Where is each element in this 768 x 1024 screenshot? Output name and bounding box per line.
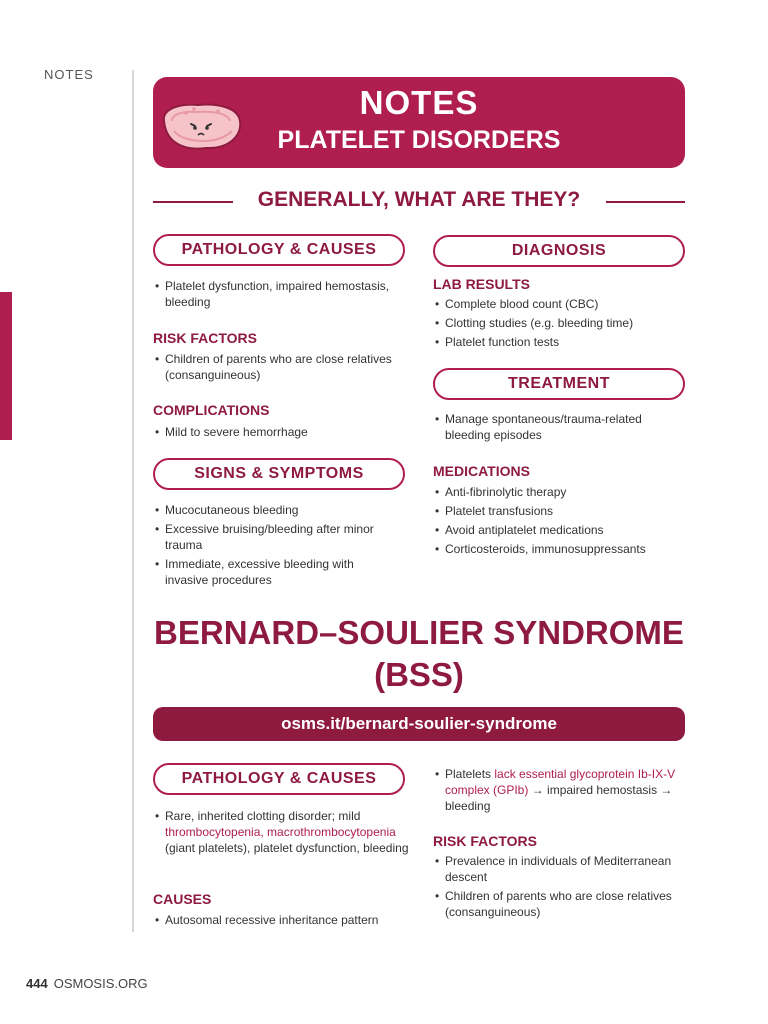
list-item: • Prevalence in individuals of Mediterranean descent (435, 853, 685, 885)
item-text: Platelets (445, 767, 495, 781)
heading-rule-right (606, 201, 685, 203)
pathology-causes-label: PATHOLOGY & CAUSES (153, 234, 405, 266)
causes-list (155, 912, 405, 931)
bss-title-line1: BERNARD–SOULIER SYNDROME (154, 614, 684, 651)
bss-pathology-causes-label: PATHOLOGY & CAUSES (153, 763, 405, 795)
bss-url-link[interactable]: osms.it/bernard-soulier-syndrome (153, 707, 685, 741)
page-footer (26, 976, 148, 991)
bss-right-list (435, 766, 685, 817)
page-number: 444 (26, 976, 48, 991)
list-item: • Avoid antiplatelet medications (435, 522, 685, 538)
list-item: • Children of parents who are close relatives (consanguineous) (155, 351, 405, 383)
pathology-list (155, 278, 405, 313)
risk-factors-list (155, 351, 405, 386)
medications-list (435, 484, 685, 560)
site-link[interactable]: OSMOSIS.ORG (53, 976, 148, 991)
list-item: • Autosomal recessive inheritance pattern (155, 912, 405, 928)
item-text: → impaired hemostasis → bleeding (445, 783, 673, 813)
list-item: • Platelet dysfunction, impaired hemostasis, bleeding (155, 278, 405, 310)
list-item: • Manage spontaneous/trauma-related bleeding episodes (435, 411, 665, 443)
list-item: • Complete blood count (CBC) (435, 296, 685, 312)
sidebar-notes-label: NOTES (44, 67, 94, 82)
lab-results-list (435, 296, 685, 353)
item-text: (giant platelets), platelet dysfunction, bleeding (165, 841, 409, 855)
complications-heading: COMPLICATIONS (153, 402, 270, 418)
heading-rule-left (153, 201, 233, 203)
list-item: • Mild to severe hemorrhage (155, 424, 405, 440)
signs-list (155, 502, 395, 591)
causes-heading: CAUSES (153, 891, 212, 907)
item-text: Rare, inherited clotting disorder; mild (165, 809, 361, 823)
bss-title (153, 612, 685, 696)
highlighted-term: thrombocytopenia, macrothrombocytopenia (165, 825, 396, 839)
list-item: • Platelet transfusions (435, 503, 685, 519)
bss-pathology-list (155, 808, 410, 859)
list-item: • Immediate, excessive bleeding with invasive procedures (155, 556, 395, 588)
risk-factors-heading: RISK FACTORS (153, 330, 257, 346)
section-heading: GENERALLY, WHAT ARE THEY? (257, 188, 581, 211)
list-item: • Excessive bruising/bleeding after minor trauma (155, 521, 395, 553)
list-item (435, 766, 685, 814)
bss-risk-factors-list (435, 853, 685, 923)
signs-symptoms-label: SIGNS & SYMPTOMS (153, 458, 405, 490)
list-item: • Corticosteroids, immunosuppressants (435, 541, 685, 557)
chapter-tab-marker (0, 292, 12, 440)
list-item: • Children of parents who are close relatives (consanguineous) (435, 888, 685, 920)
banner-title: NOTES (359, 84, 479, 121)
bss-title-line2: (BSS) (374, 656, 464, 693)
list-item: • Anti-fibrinolytic therapy (435, 484, 685, 500)
lab-results-heading: LAB RESULTS (433, 276, 530, 292)
list-item: • Platelet function tests (435, 334, 685, 350)
list-item (155, 808, 410, 856)
treatment-list (435, 411, 665, 446)
complications-list (155, 424, 405, 443)
medications-heading: MEDICATIONS (433, 463, 530, 479)
diagnosis-label: DIAGNOSIS (433, 235, 685, 267)
list-item: • Clotting studies (e.g. bleeding time) (435, 315, 685, 331)
margin-divider (132, 70, 134, 932)
list-item: • Mucocutaneous bleeding (155, 502, 395, 518)
bss-risk-factors-heading: RISK FACTORS (433, 833, 537, 849)
highlighted-term: lack essential glycoprotein Ib-IX-V complex (GPIb) (445, 767, 676, 797)
treatment-label: TREATMENT (433, 368, 685, 400)
banner-subtitle: PLATELET DISORDERS (277, 126, 561, 154)
